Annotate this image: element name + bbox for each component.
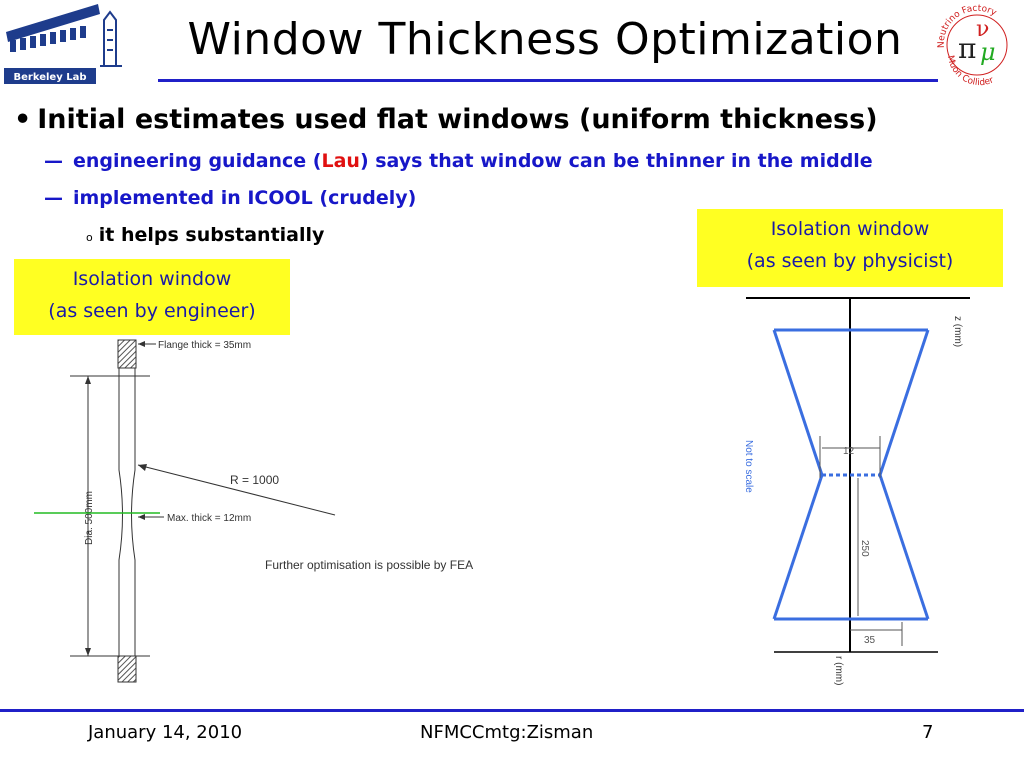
slide-title: Window Thickness Optimization — [187, 14, 903, 65]
radius-label: R = 1000 — [230, 473, 280, 487]
bullet-main-text: Initial estimates used flat windows (uniform thickness) — [37, 104, 878, 135]
dim-12-label: 12 — [843, 446, 855, 457]
nu-icon: ν — [976, 17, 990, 42]
pi-icon: π — [958, 32, 977, 65]
callout-physicist-line1: Isolation window — [770, 218, 930, 240]
not-to-scale-label: Not to scale — [743, 440, 754, 493]
footer-divider — [0, 709, 1024, 712]
sub-bullet-text: implemented in ICOOL (crudely) — [73, 187, 417, 209]
callout-engineer-line1: Isolation window — [72, 268, 232, 290]
page-number: 7 — [922, 722, 934, 743]
sub-bullet-text-b: ) says that window can be thinner in the middle — [359, 150, 873, 172]
dia-label: Dia. 500mm — [84, 491, 95, 545]
sub-bullet-text-a: engineering guidance ( — [73, 150, 322, 172]
fea-note: Further optimisation is possible by FEA — [265, 558, 474, 572]
z-axis-label: z (mm) — [952, 316, 963, 348]
callout-engineer-line2: (as seen by engineer) — [48, 300, 256, 322]
dash-icon: — — [44, 150, 63, 172]
mu-icon: μ — [980, 38, 996, 66]
dim-35-label: 35 — [864, 635, 876, 646]
sub-sub-bullet-text: it helps substantially — [98, 224, 325, 246]
dim-250-label: 250 — [859, 540, 870, 557]
nfmc-logo-text-bottom: Muon Collider — [944, 54, 996, 89]
nfmc-logo-text-top: Neutrino Factory — [936, 3, 998, 49]
bullet-dot-icon: • — [14, 104, 32, 135]
berkeley-lab-logo-text: Berkeley Lab — [13, 72, 87, 83]
max-thick-label: Max. thick = 12mm — [167, 513, 252, 524]
r-axis-label: r (mm) — [833, 656, 844, 686]
flange-label: Flange thick = 35mm — [158, 340, 252, 351]
callout-physicist-line2: (as seen by physicist) — [746, 250, 954, 272]
footer-date: January 14, 2010 — [88, 722, 243, 743]
circle-bullet-icon: o — [86, 231, 93, 244]
dash-icon: — — [44, 187, 63, 209]
footer-meeting: NFMCCmtg:Zisman — [420, 722, 594, 743]
lau-link: Lau — [321, 150, 360, 172]
